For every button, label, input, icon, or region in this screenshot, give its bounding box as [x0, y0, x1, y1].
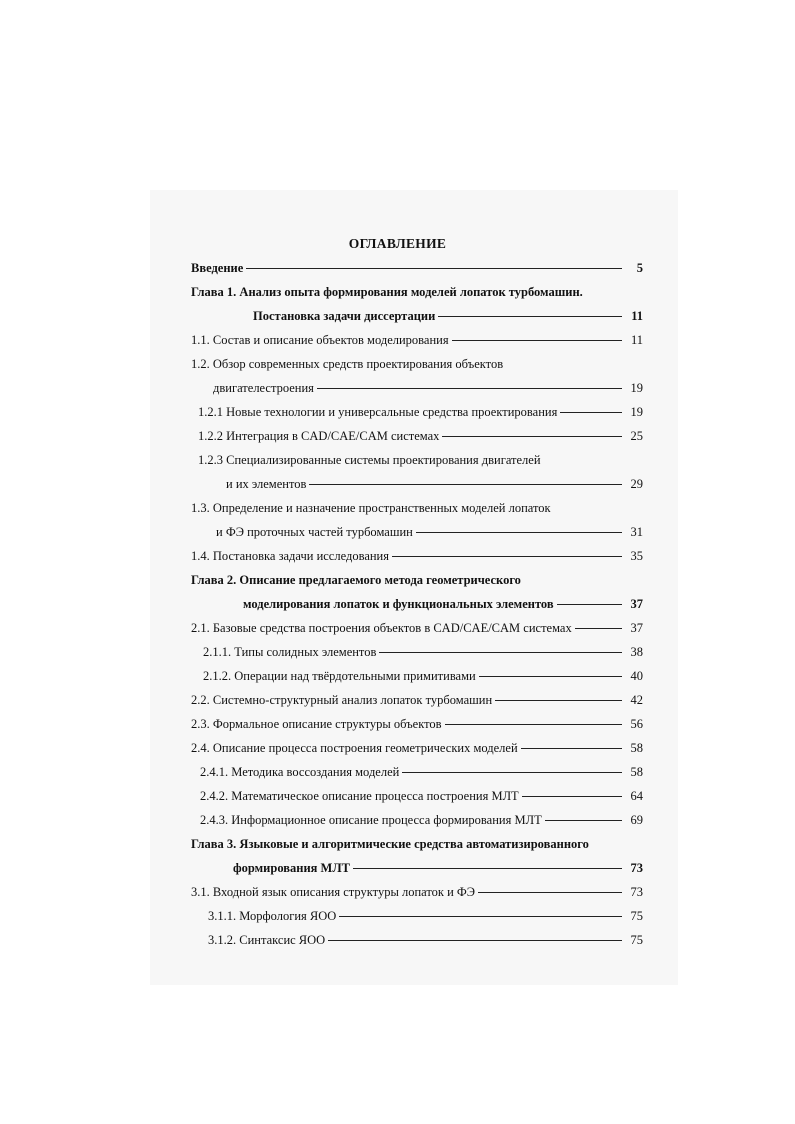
toc-entry-label: 1.3. Определение и назначение пространственных моделей лопаток: [191, 501, 551, 515]
toc-entry-label: Введение: [191, 261, 244, 275]
toc-entry-1-1: [191, 330, 643, 350]
leader-line: [392, 546, 622, 557]
toc-entry-1-4: [191, 546, 643, 566]
toc-entry-page: 42: [630, 693, 643, 707]
toc-entry-page: 37: [630, 597, 643, 611]
toc-entry-label: формирования МЛТ: [233, 861, 351, 875]
toc-entry-label: 2.1.1. Типы солидных элементов: [203, 645, 377, 659]
toc-entry-1-3: [191, 498, 643, 518]
toc-entry-1-2-1: [198, 402, 643, 422]
leader-line: [521, 738, 622, 749]
toc-entry-page: 58: [630, 765, 643, 779]
toc-entry-page: 75: [630, 933, 643, 947]
leader-line: [452, 330, 622, 341]
toc-entry-2-4-1: [200, 762, 643, 782]
toc-entry-chapter-3-cont: [233, 858, 643, 878]
toc-entry-label: 1.2.1 Новые технологии и универсальные средства проектирования: [198, 405, 558, 419]
toc-entry-label: 2.1.2. Операции над твёрдотельными примитивами: [203, 669, 476, 683]
leader-line: [495, 690, 622, 701]
leader-line: [379, 642, 622, 653]
toc-entry-label: двигателестроения: [213, 381, 314, 395]
toc-entry-label: Глава 1. Анализ опыта формирования моделей лопаток турбомашин.: [191, 285, 583, 299]
toc-entry-page: 5: [636, 261, 643, 275]
toc-entry-label: 1.1. Состав и описание объектов моделирования: [191, 333, 449, 347]
leader-line: [402, 762, 622, 773]
toc-entry-page: 37: [630, 621, 643, 635]
leader-line: [522, 786, 622, 797]
leader-line: [328, 930, 622, 941]
toc-entry-page: 11: [630, 333, 643, 347]
page-title: ОГЛАВЛЕНИЕ: [348, 236, 447, 251]
toc-entry-label: Глава 3. Языковые и алгоритмические средства автоматизированного: [191, 837, 589, 851]
toc-entry-page: 25: [630, 429, 643, 443]
leader-line: [339, 906, 622, 917]
toc-entry-3-1-2: [208, 930, 643, 950]
toc-entry-label: 2.1. Базовые средства построения объектов в CAD/CAE/CAM системах: [191, 621, 572, 635]
leader-line: [317, 378, 622, 389]
toc-entry-page: 40: [630, 669, 643, 683]
leader-line: [416, 522, 622, 533]
toc-entry-2-4-2: [200, 786, 643, 806]
leader-line: [445, 714, 622, 725]
toc-entry-label: 1.2.3 Специализированные системы проектирования двигателей: [198, 453, 541, 467]
toc-entry-1-2: [191, 354, 643, 374]
toc-entry-page: 19: [630, 405, 643, 419]
toc-entry-label: 3.1.2. Синтаксис ЯОО: [208, 933, 326, 947]
toc-entry-2-4-3: [200, 810, 643, 830]
toc-entry-label: Глава 2. Описание предлагаемого метода геометрического: [191, 573, 521, 587]
toc-entry-label: и их элементов: [226, 477, 307, 491]
toc-entry-3-1-1: [208, 906, 643, 926]
toc-entry-label: 2.3. Формальное описание структуры объектов: [191, 717, 442, 731]
leader-line: [246, 258, 622, 269]
toc-entry-label: 2.4. Описание процесса построения геометрических моделей: [191, 741, 518, 755]
toc-entry-page: 29: [630, 477, 643, 491]
toc-entry-label: 2.4.3. Информационное описание процесса формирования МЛТ: [200, 813, 542, 827]
toc-entry-2-4: [191, 738, 643, 758]
toc-entry-introduction: [191, 258, 643, 278]
leader-line: [438, 306, 622, 317]
toc-entry-label: Постановка задачи диссертации: [253, 309, 436, 323]
toc-entry-3-1: [191, 882, 643, 902]
toc-entry-page: 73: [630, 885, 643, 899]
toc-entry-2-1-2: [203, 666, 643, 686]
toc-entry-chapter-1: [191, 282, 643, 302]
toc-entry-page: 69: [630, 813, 643, 827]
toc-entry-page: 75: [630, 909, 643, 923]
toc-entry-chapter-2-cont: [243, 594, 643, 614]
toc-entry-label: 2.4.1. Методика воссоздания моделей: [200, 765, 400, 779]
toc-entry-page: 56: [630, 717, 643, 731]
leader-line: [479, 666, 622, 677]
toc-entry-2-1: [191, 618, 643, 638]
leader-line: [560, 402, 622, 413]
toc-entry-label: 3.1. Входной язык описания структуры лопаток и ФЭ: [191, 885, 476, 899]
toc-entry-label: 2.4.2. Математическое описание процесса построения МЛТ: [200, 789, 519, 803]
toc-entry-page: 64: [630, 789, 643, 803]
toc-entry-label: 1.4. Постановка задачи исследования: [191, 549, 389, 563]
toc-entry-page: 73: [630, 861, 643, 875]
toc-entry-2-2: [191, 690, 643, 710]
toc-entry-1-2-3-cont: [226, 474, 643, 494]
toc-entry-page: 31: [630, 525, 643, 539]
leader-line: [575, 618, 622, 629]
toc-entry-1-2-3: [198, 450, 643, 470]
toc-entry-page: 19: [630, 381, 643, 395]
toc-entry-label: и ФЭ проточных частей турбомашин: [216, 525, 413, 539]
toc-entry-page: 38: [630, 645, 643, 659]
toc-entry-label: 1.2.2 Интеграция в CAD/CAE/CAM системах: [198, 429, 440, 443]
toc-entry-label: 2.2. Системно-структурный анализ лопаток турбомашин: [191, 693, 493, 707]
leader-line: [442, 426, 622, 437]
toc-entry-1-2-cont: [213, 378, 643, 398]
toc-entry-1-2-2: [198, 426, 643, 446]
toc-entry-page: 35: [630, 549, 643, 563]
leader-line: [309, 474, 622, 485]
toc-entry-chapter-3: [191, 834, 643, 854]
leader-line: [478, 882, 622, 893]
toc-entry-chapter-2: [191, 570, 643, 590]
toc-entry-label: 1.2. Обзор современных средств проектирования объектов: [191, 357, 504, 371]
toc-entry-label: моделирования лопаток и функциональных элементов: [243, 597, 554, 611]
leader-line: [557, 594, 622, 605]
toc-entry-chapter-1-cont: [253, 306, 643, 326]
toc-entry-2-1-1: [203, 642, 643, 662]
toc-entry-label: 3.1.1. Морфология ЯОО: [208, 909, 337, 923]
toc-entry-1-3-cont: [216, 522, 643, 542]
toc-entry-page: 58: [630, 741, 643, 755]
toc-entry-2-3: [191, 714, 643, 734]
leader-line: [353, 858, 622, 869]
toc-entry-page: 11: [631, 309, 643, 323]
leader-line: [545, 810, 622, 821]
